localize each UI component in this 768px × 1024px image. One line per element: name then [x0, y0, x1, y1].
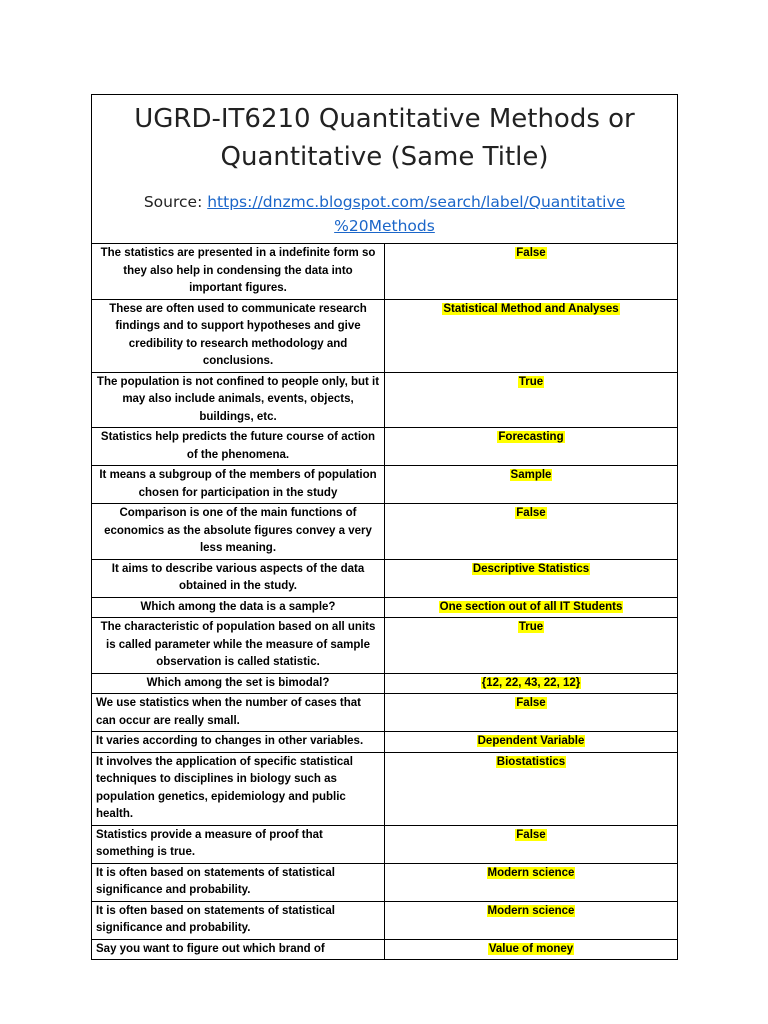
table-row [92, 597, 678, 618]
answer-cell [385, 597, 678, 618]
answer-cell [385, 863, 678, 901]
question-cell: It involves the application of specific statistical techniques to disciplines in biology such as population genetics, epidemiology and public health. [92, 752, 385, 825]
answer-highlight: Forecasting [498, 431, 564, 443]
question-cell: Statistics provide a measure of proof that something is true. [92, 825, 385, 863]
question-cell: Which among the data is a sample? [92, 597, 385, 618]
header-cell [92, 95, 678, 244]
source-link[interactable]: https://dnzmc.blogspot.com/search/label/Quantitative %20Methods [207, 193, 626, 235]
answer-cell [385, 901, 678, 939]
question-cell: The statistics are presented in a indefinite form so they also help in condensing the data into important figures. [92, 244, 385, 300]
question-cell: Say you want to figure out which brand of [92, 939, 385, 960]
table-row [92, 673, 678, 694]
answer-highlight: {12, 22, 43, 22, 12} [481, 676, 581, 689]
answer-cell [385, 825, 678, 863]
question-cell: Which among the set is bimodal? [92, 673, 385, 694]
table-row [92, 244, 678, 300]
question-cell: It varies according to changes in other variables. [92, 732, 385, 753]
document-title: UGRD-IT6210 Quantitative Methods or Quantitative (Same Title) [134, 104, 635, 172]
table-row [92, 901, 678, 939]
answer-cell [385, 504, 678, 560]
table-row [92, 504, 678, 560]
question-cell: The population is not confined to people only, but it may also include animals, events, objects, buildings, etc. [92, 372, 385, 428]
table-row [92, 863, 678, 901]
table-row [92, 618, 678, 674]
answer-cell [385, 428, 678, 466]
question-cell: It means a subgroup of the members of population chosen for participation in the study [92, 466, 385, 504]
table-row [92, 428, 678, 466]
answer-highlight: False [516, 507, 546, 519]
source-line [96, 190, 673, 238]
question-cell: The characteristic of population based on all units is called parameter while the measure of sample observation is called statistic. [92, 618, 385, 674]
answer-highlight: One section out of all IT Students [439, 600, 623, 613]
table-row [92, 466, 678, 504]
answer-cell [385, 732, 678, 753]
table-row [92, 694, 678, 732]
answer-highlight: Descriptive Statistics [472, 562, 590, 575]
source-label: Source: [143, 193, 203, 211]
answer-cell [385, 244, 678, 300]
answer-cell [385, 694, 678, 732]
table-row [92, 825, 678, 863]
answer-cell [385, 559, 678, 597]
answer-highlight: True [518, 621, 544, 633]
question-cell: These are often used to communicate research findings and to support hypotheses and give credibility to research methodology and conclusions. [92, 299, 385, 372]
table-row [92, 372, 678, 428]
table-row [92, 732, 678, 753]
qa-table [91, 94, 678, 960]
answer-cell [385, 673, 678, 694]
answer-cell [385, 618, 678, 674]
answer-highlight: Dependent Variable [477, 735, 585, 747]
answer-cell [385, 466, 678, 504]
table-row [92, 559, 678, 597]
answer-highlight: True [518, 375, 544, 388]
question-cell: It is often based on statements of statistical significance and probability. [92, 901, 385, 939]
answer-cell [385, 372, 678, 428]
answer-highlight: False [516, 247, 546, 259]
answer-cell [385, 299, 678, 372]
answer-highlight: False [516, 697, 546, 709]
header-row [92, 95, 678, 244]
answer-highlight: Modern science [487, 866, 575, 879]
answer-highlight: Biostatistics [496, 755, 566, 768]
answer-highlight: Modern science [487, 904, 575, 917]
question-cell: It aims to describe various aspects of the data obtained in the study. [92, 559, 385, 597]
answer-highlight: Value of money [488, 942, 574, 955]
table-row [92, 939, 678, 960]
table-row [92, 299, 678, 372]
qa-table-body [92, 95, 678, 960]
answer-highlight: Sample [510, 469, 552, 481]
answer-highlight: False [516, 828, 546, 841]
answer-highlight: Statistical Method and Analyses [443, 302, 619, 315]
answer-cell [385, 752, 678, 825]
question-cell: Statistics help predicts the future course of action of the phenomena. [92, 428, 385, 466]
question-cell: It is often based on statements of statistical significance and probability. [92, 863, 385, 901]
question-cell: We use statistics when the number of cases that can occur are really small. [92, 694, 385, 732]
table-row [92, 752, 678, 825]
answer-cell [385, 939, 678, 960]
question-cell: Comparison is one of the main functions of economics as the absolute figures convey a very less meaning. [92, 504, 385, 560]
